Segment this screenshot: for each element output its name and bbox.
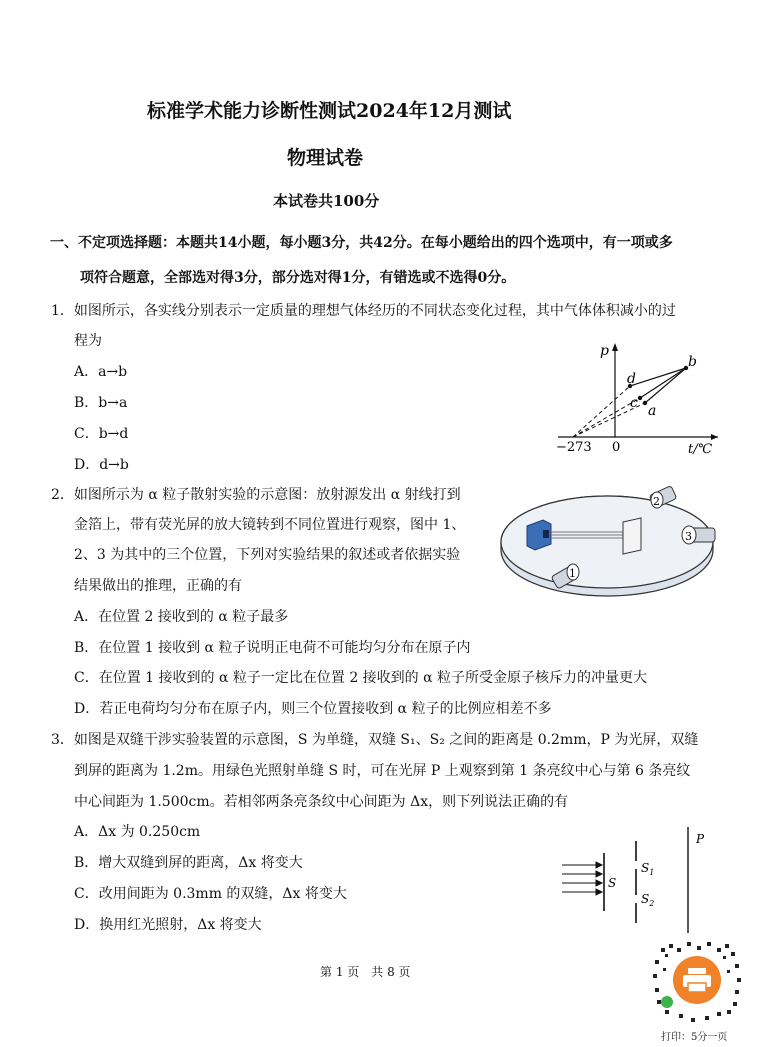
label-b: b	[688, 354, 697, 370]
q2-option-a: A．在位置 2 接收到的 α 粒子最多	[74, 609, 289, 625]
q2-scattering-diagram	[495, 480, 725, 600]
y-axis-label: p	[600, 343, 609, 359]
exam-title: 标准学术能力诊断性测试2024年12月测试	[147, 100, 512, 122]
source-aperture	[543, 530, 549, 538]
x-axis-arrow	[711, 434, 718, 440]
detector-2-label: 2	[653, 495, 660, 508]
x-axis-label: t/℃	[688, 442, 713, 457]
label-a: a	[648, 403, 657, 419]
detector-1-label: 1	[569, 567, 576, 580]
q1-option-c: C．b→d	[74, 426, 129, 442]
print-rate: 打印：5分一页	[661, 1032, 728, 1043]
subject-title: 物理试卷	[287, 147, 364, 169]
q2-stem-line1: 2．如图所示为 α 粒子散射实验的示意图：放射源发出 α 射线打到	[51, 487, 461, 503]
line-c-b	[640, 368, 686, 398]
detector-3-label: 3	[685, 530, 692, 543]
q3-option-d: D．换用红光照射，Δx 将变大	[74, 917, 262, 933]
q3-option-b: B．增大双缝到屏的距离，Δx 将变大	[74, 855, 303, 871]
label-c: c	[630, 395, 638, 411]
q3-stem-line2: 到屏的距离为 1.2m。用绿色光照射单缝 S 时，可在光屏 P 上观察到第 1 条亮纹中心与第 6 条亮纹	[74, 763, 691, 779]
q3-stem-line1: 3．如图是双缝干涉实验装置的示意图，S 为单缝，双缝 S₁、S₂ 之间的距离是 0.2mm，P 为光屏，双缝	[51, 732, 699, 748]
q2-option-d: D．若正电荷均匀分布在原子内，则三个位置接收到 α 粒子的比例应相差不多	[74, 701, 552, 717]
q2-stem-line3: 2、3 为其中的三个位置，下列对实验结果的叙述或者依据实验	[74, 547, 461, 563]
q1-option-d: D．d→b	[74, 457, 129, 473]
print-qr-badge[interactable]	[651, 940, 743, 1024]
tick-zero: 0	[612, 440, 621, 455]
y-axis-arrow	[612, 343, 618, 351]
q2-stem-line2: 金箔上，带有荧光屏的放大镜转到不同位置进行观察，图中 1、	[74, 517, 466, 533]
detector-3	[682, 526, 715, 544]
tick-neg-273: −273	[556, 440, 592, 455]
point-a	[643, 401, 647, 405]
label-d: d	[627, 371, 636, 387]
q3-stem-line3: 中心间距为 1.500cm。若相邻两条亮条纹中心间距为 Δx，则下列说法正确的有	[74, 794, 569, 810]
section-instruction-line2: 项符合题意，全部选对得3分，部分选对得1分，有错选或不选得0分。	[80, 270, 516, 286]
q1-option-a: A．a→b	[74, 364, 128, 380]
total-score: 本试卷共100分	[273, 192, 380, 210]
q3-option-a: A．Δx 为 0.250cm	[74, 824, 201, 840]
gold-foil	[623, 518, 641, 554]
label-s: S	[608, 876, 617, 890]
q3-option-c: C．改用间距为 0.3mm 的双缝，Δx 将变大	[74, 886, 347, 902]
incident-light-arrows	[562, 862, 602, 895]
dashed-line-d	[573, 386, 630, 437]
q2-option-c: C．在位置 1 接收到的 α 粒子一定比在位置 2 接收到的 α 粒子所受金原子核斥力的冲量更大	[74, 670, 648, 686]
q2-stem-line4: 结果做出的推理，正确的有	[74, 578, 242, 594]
q1-option-b: B．b→a	[74, 395, 128, 411]
q2-option-b: B．在位置 1 接收到 α 粒子说明正电荷不可能均匀分布在原子内	[74, 640, 471, 656]
line-a-b	[645, 368, 686, 403]
q1-pt-graph	[548, 335, 723, 460]
page-number: 第 1 页 共 8 页	[320, 965, 411, 979]
point-c	[638, 396, 642, 400]
label-p: P	[696, 832, 705, 846]
section-instruction-line1: 一、不定项选择题：本题共14小题，每小题3分，共42分。在每小题给出的四个选项中，有一项或多	[50, 235, 673, 251]
label-s2: $S_2$	[641, 892, 655, 908]
q1-stem-line2: 程为	[74, 333, 102, 349]
wechat-icon	[661, 996, 673, 1008]
detector-2	[649, 486, 677, 509]
q3-double-slit-diagram	[558, 825, 718, 935]
label-s1: $S_1$	[641, 861, 655, 877]
q1-stem-line1: 1．如图所示，各实线分别表示一定质量的理想气体经历的不同状态变化过程，其中气体体积减小的过	[51, 303, 676, 319]
line-d-b	[630, 368, 686, 386]
